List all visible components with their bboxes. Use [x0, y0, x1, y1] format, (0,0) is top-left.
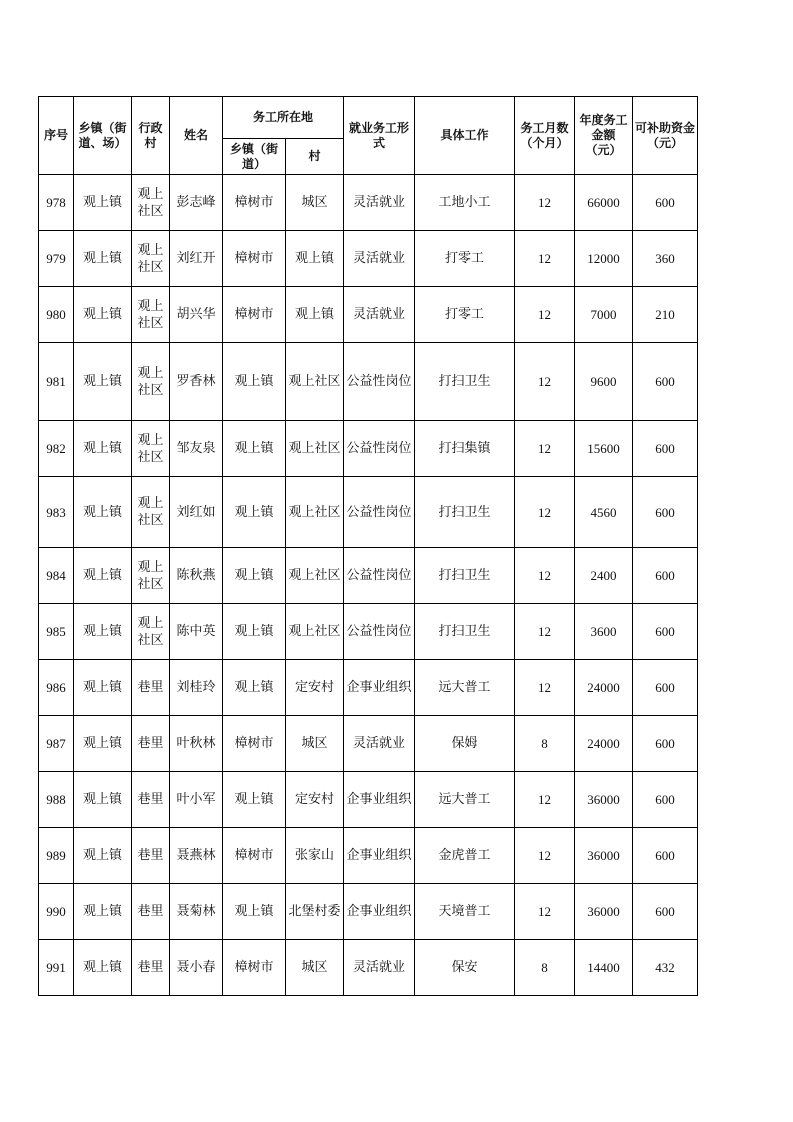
workplace-village-cell: 观上社区 — [286, 421, 344, 477]
table-row — [39, 772, 698, 828]
income-cell: 36000 — [575, 828, 633, 884]
workplace-village-cell: 观上社区 — [286, 548, 344, 604]
table-row — [39, 231, 698, 287]
job-cell: 保姆 — [415, 716, 515, 772]
job-cell: 远大普工 — [415, 660, 515, 716]
town-cell: 观上镇 — [74, 231, 132, 287]
workplace-town-cell: 观上镇 — [223, 548, 286, 604]
workplace-village-cell: 观上社区 — [286, 477, 344, 548]
form-cell: 公益性岗位 — [344, 548, 415, 604]
form-cell: 公益性岗位 — [344, 421, 415, 477]
income-cell: 15600 — [575, 421, 633, 477]
job-cell: 金虎普工 — [415, 828, 515, 884]
header-workplace-town: 乡镇（街道） — [223, 139, 286, 175]
name-cell: 聂燕林 — [170, 828, 223, 884]
income-cell: 36000 — [575, 884, 633, 940]
workplace-town-cell: 樟树市 — [223, 716, 286, 772]
header-town: 乡镇（街道、场） — [74, 97, 132, 175]
months-cell: 12 — [515, 343, 575, 421]
header-subsidy: 可补助资金（元） — [633, 97, 698, 175]
workplace-town-cell: 观上镇 — [223, 660, 286, 716]
header-seq: 序号 — [39, 97, 74, 175]
subsidy-cell: 600 — [633, 421, 698, 477]
workplace-town-cell: 樟树市 — [223, 175, 286, 231]
income-cell: 7000 — [575, 287, 633, 343]
income-cell: 9600 — [575, 343, 633, 421]
workplace-village-cell: 城区 — [286, 716, 344, 772]
seq-cell: 986 — [39, 660, 74, 716]
workplace-village-cell: 城区 — [286, 940, 344, 996]
village-cell: 观上社区 — [132, 604, 170, 660]
village-cell: 巷里 — [132, 940, 170, 996]
town-cell: 观上镇 — [74, 477, 132, 548]
workplace-village-cell: 定安村 — [286, 772, 344, 828]
workplace-town-cell: 樟树市 — [223, 231, 286, 287]
seq-cell: 989 — [39, 828, 74, 884]
form-cell: 灵活就业 — [344, 175, 415, 231]
job-cell: 打零工 — [415, 231, 515, 287]
months-cell: 12 — [515, 287, 575, 343]
seq-cell: 991 — [39, 940, 74, 996]
name-cell: 胡兴华 — [170, 287, 223, 343]
form-cell: 企事业组织 — [344, 660, 415, 716]
form-cell: 公益性岗位 — [344, 477, 415, 548]
subsidy-cell: 210 — [633, 287, 698, 343]
town-cell: 观上镇 — [74, 604, 132, 660]
table-row — [39, 828, 698, 884]
workplace-town-cell: 观上镇 — [223, 772, 286, 828]
table-row — [39, 287, 698, 343]
town-cell: 观上镇 — [74, 828, 132, 884]
job-cell: 保安 — [415, 940, 515, 996]
name-cell: 陈秋燕 — [170, 548, 223, 604]
job-cell: 工地小工 — [415, 175, 515, 231]
workplace-town-cell: 观上镇 — [223, 604, 286, 660]
income-cell: 36000 — [575, 772, 633, 828]
income-cell: 12000 — [575, 231, 633, 287]
job-cell: 打扫卫生 — [415, 604, 515, 660]
name-cell: 叶秋林 — [170, 716, 223, 772]
village-cell: 观上社区 — [132, 287, 170, 343]
town-cell: 观上镇 — [74, 660, 132, 716]
job-cell: 打零工 — [415, 287, 515, 343]
header-months: 务工月数（个月） — [515, 97, 575, 175]
workplace-village-cell: 观上镇 — [286, 231, 344, 287]
seq-cell: 981 — [39, 343, 74, 421]
seq-cell: 988 — [39, 772, 74, 828]
town-cell: 观上镇 — [74, 175, 132, 231]
months-cell: 12 — [515, 604, 575, 660]
header-income: 年度务工金额（元） — [575, 97, 633, 175]
workplace-village-cell: 北堡村委 — [286, 884, 344, 940]
months-cell: 12 — [515, 175, 575, 231]
subsidy-cell: 432 — [633, 940, 698, 996]
income-cell: 3600 — [575, 604, 633, 660]
workplace-village-cell: 观上社区 — [286, 604, 344, 660]
form-cell: 公益性岗位 — [344, 604, 415, 660]
name-cell: 聂小春 — [170, 940, 223, 996]
form-cell: 灵活就业 — [344, 940, 415, 996]
subsidy-cell: 600 — [633, 548, 698, 604]
table-row — [39, 421, 698, 477]
job-cell: 打扫卫生 — [415, 343, 515, 421]
name-cell: 叶小军 — [170, 772, 223, 828]
table-row — [39, 716, 698, 772]
name-cell: 刘红开 — [170, 231, 223, 287]
job-cell: 远大普工 — [415, 772, 515, 828]
village-cell: 巷里 — [132, 884, 170, 940]
months-cell: 8 — [515, 940, 575, 996]
town-cell: 观上镇 — [74, 884, 132, 940]
name-cell: 聂菊林 — [170, 884, 223, 940]
village-cell: 观上社区 — [132, 477, 170, 548]
months-cell: 12 — [515, 772, 575, 828]
job-cell: 天境普工 — [415, 884, 515, 940]
workplace-town-cell: 观上镇 — [223, 477, 286, 548]
town-cell: 观上镇 — [74, 940, 132, 996]
subsidy-cell: 600 — [633, 477, 698, 548]
workplace-village-cell: 观上镇 — [286, 287, 344, 343]
months-cell: 8 — [515, 716, 575, 772]
table-row — [39, 604, 698, 660]
months-cell: 12 — [515, 421, 575, 477]
village-cell: 巷里 — [132, 772, 170, 828]
subsidy-cell: 600 — [633, 175, 698, 231]
seq-cell: 980 — [39, 287, 74, 343]
workplace-town-cell: 樟树市 — [223, 828, 286, 884]
table-row — [39, 175, 698, 231]
name-cell: 彭志峰 — [170, 175, 223, 231]
workplace-town-cell: 观上镇 — [223, 884, 286, 940]
seq-cell: 987 — [39, 716, 74, 772]
subsidy-cell: 600 — [633, 604, 698, 660]
form-cell: 企事业组织 — [344, 772, 415, 828]
header-form: 就业务工形式 — [344, 97, 415, 175]
town-cell: 观上镇 — [74, 548, 132, 604]
subsidy-cell: 600 — [633, 772, 698, 828]
workplace-village-cell: 城区 — [286, 175, 344, 231]
income-cell: 24000 — [575, 716, 633, 772]
form-cell: 公益性岗位 — [344, 343, 415, 421]
months-cell: 12 — [515, 231, 575, 287]
form-cell: 灵活就业 — [344, 231, 415, 287]
header-name: 姓名 — [170, 97, 223, 175]
town-cell: 观上镇 — [74, 772, 132, 828]
workplace-village-cell: 观上社区 — [286, 343, 344, 421]
subsidy-table — [38, 96, 698, 996]
form-cell: 灵活就业 — [344, 287, 415, 343]
seq-cell: 979 — [39, 231, 74, 287]
job-cell: 打扫卫生 — [415, 477, 515, 548]
income-cell: 14400 — [575, 940, 633, 996]
workplace-town-cell: 观上镇 — [223, 421, 286, 477]
workplace-town-cell: 樟树市 — [223, 940, 286, 996]
seq-cell: 984 — [39, 548, 74, 604]
job-cell: 打扫集镇 — [415, 421, 515, 477]
seq-cell: 985 — [39, 604, 74, 660]
town-cell: 观上镇 — [74, 716, 132, 772]
table-row — [39, 660, 698, 716]
months-cell: 12 — [515, 660, 575, 716]
job-cell: 打扫卫生 — [415, 548, 515, 604]
subsidy-cell: 360 — [633, 231, 698, 287]
income-cell: 24000 — [575, 660, 633, 716]
income-cell: 2400 — [575, 548, 633, 604]
name-cell: 刘桂玲 — [170, 660, 223, 716]
name-cell: 刘红如 — [170, 477, 223, 548]
name-cell: 邹友泉 — [170, 421, 223, 477]
village-cell: 巷里 — [132, 660, 170, 716]
table-row — [39, 343, 698, 421]
subsidy-cell: 600 — [633, 828, 698, 884]
income-cell: 66000 — [575, 175, 633, 231]
seq-cell: 978 — [39, 175, 74, 231]
income-cell: 4560 — [575, 477, 633, 548]
table-row — [39, 548, 698, 604]
subsidy-cell: 600 — [633, 660, 698, 716]
form-cell: 企事业组织 — [344, 884, 415, 940]
seq-cell: 990 — [39, 884, 74, 940]
table-row — [39, 477, 698, 548]
town-cell: 观上镇 — [74, 421, 132, 477]
header-job: 具体工作 — [415, 97, 515, 175]
village-cell: 观上社区 — [132, 548, 170, 604]
village-cell: 观上社区 — [132, 231, 170, 287]
town-cell: 观上镇 — [74, 343, 132, 421]
header-workplace: 务工所在地 — [223, 97, 344, 139]
form-cell: 灵活就业 — [344, 716, 415, 772]
header-workplace-village: 村 — [286, 139, 344, 175]
name-cell: 陈中英 — [170, 604, 223, 660]
name-cell: 罗香林 — [170, 343, 223, 421]
months-cell: 12 — [515, 828, 575, 884]
workplace-village-cell: 张家山 — [286, 828, 344, 884]
header-row-1 — [39, 97, 698, 139]
town-cell: 观上镇 — [74, 287, 132, 343]
form-cell: 企事业组织 — [344, 828, 415, 884]
table-row — [39, 884, 698, 940]
village-cell: 观上社区 — [132, 421, 170, 477]
header-village: 行政村 — [132, 97, 170, 175]
subsidy-cell: 600 — [633, 716, 698, 772]
village-cell: 观上社区 — [132, 343, 170, 421]
workplace-town-cell: 观上镇 — [223, 343, 286, 421]
months-cell: 12 — [515, 548, 575, 604]
months-cell: 12 — [515, 477, 575, 548]
village-cell: 巷里 — [132, 828, 170, 884]
table-row — [39, 940, 698, 996]
workplace-town-cell: 樟树市 — [223, 287, 286, 343]
subsidy-cell: 600 — [633, 884, 698, 940]
workplace-village-cell: 定安村 — [286, 660, 344, 716]
months-cell: 12 — [515, 884, 575, 940]
seq-cell: 982 — [39, 421, 74, 477]
village-cell: 观上社区 — [132, 175, 170, 231]
subsidy-cell: 600 — [633, 343, 698, 421]
seq-cell: 983 — [39, 477, 74, 548]
village-cell: 巷里 — [132, 716, 170, 772]
